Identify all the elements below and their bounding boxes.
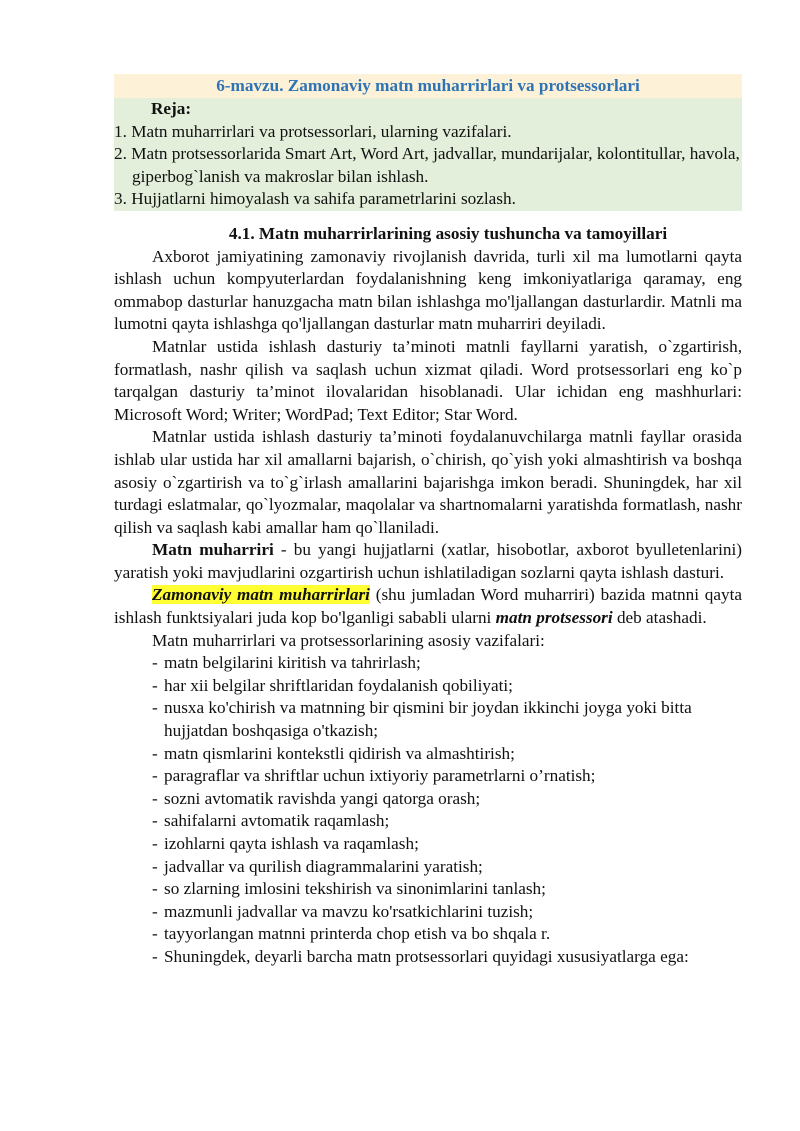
- dash-marker: -: [152, 653, 158, 673]
- dash-marker: -: [152, 946, 158, 966]
- functions-list: [114, 652, 742, 968]
- dash-marker: -: [152, 924, 158, 944]
- list-item: [152, 810, 742, 833]
- paragraph: Matnlar ustida ishlash dasturiy ta’minoti matnli fayllarni yaratish, o`zgartirish, formatlash, nashr qilish va saqlash uchun xizmat qiladi. Word protsessorlari eng ko`p tarqalgan dasturiy ta’minot ilovalaridan hisoblanadi. Ular ichidan eng mashhurlari: Microsoft Word; Writer; WordPad; Text Editor; Star Word.: [114, 336, 742, 424]
- list-item-text: sahifalarni avtomatik raqamlash;: [164, 811, 390, 831]
- term-matn-protsessori: matn protsessori: [495, 608, 613, 628]
- list-item-text: Shuningdek, deyarli barcha matn protsessorlari quyidagi xususiyatlarga ega:: [164, 946, 689, 966]
- term-matn-muharriri: Matn muharriri: [152, 540, 274, 560]
- dash-marker: -: [152, 901, 158, 921]
- list-item-text: jadvallar va qurilish diagrammalarini yaratish;: [164, 856, 483, 876]
- list-item: [152, 901, 742, 924]
- plan-item: 1. Matn muharrirlari va protsessorlari, ularning vazifalari.: [114, 121, 512, 141]
- list-item-text: tayyorlangan matnni printerda chop etish va bo shqala r.: [164, 924, 551, 944]
- list-intro: Matn muharrirlari va protsessorlarining asosiy vazifalari:: [152, 630, 545, 650]
- list-item: [152, 833, 742, 856]
- topic-title: 6-mavzu. Zamonaviy matn muharrirlari va protsessorlari: [114, 74, 742, 98]
- list-item-text: izohlarni qayta ishlash va raqamlash;: [164, 834, 419, 853]
- list-item: [152, 923, 742, 946]
- list-item: [152, 765, 742, 788]
- list-item-text: so zlarning imlosini tekshirish va sinonimlarini tanlash;: [164, 879, 546, 899]
- document-page: [114, 74, 742, 969]
- dash-marker: -: [152, 675, 158, 695]
- list-item-text: sozni avtomatik ravishda yangi qatorga orash;: [164, 788, 481, 808]
- paragraph-text: deb atashadi.: [612, 608, 707, 628]
- highlighted-term: Zamonaviy matn muharrirlari: [152, 585, 370, 605]
- paragraph-text: (shu jumladan Word muharriri) bazida matnni qayta ishlash funktsiyalari juda kop bo'lganligi sababli ularni: [114, 585, 743, 628]
- list-item-text: paragraflar va shriftlar uchun ixtiyoriy parametrlarni o’rnatish;: [164, 766, 596, 786]
- dash-marker: -: [152, 811, 158, 831]
- plan-block: [114, 98, 742, 211]
- dash-marker: -: [152, 834, 158, 853]
- list-item: [152, 697, 742, 742]
- plan-item: 3. Hujjatlarni himoyalash va sahifa parametrlarini sozlash.: [114, 189, 516, 209]
- paragraph: Matnlar ustida ishlash dasturiy ta’minoti foydalanuvchilarga matnli fayllar orasida ishlab ular ustida har xil amallarni bajarish, o`chirish, qo`yish yoki almashtirish va boshqa asosiy o`zgartirish va to`g`irlash amallarini bajarishga imkon beradi. Shuningdek, har xil turdagi eslatmalar, qo`lyozmalar, maqolalar va shartnomalarni yaratishda formatlash, nashr qilish va saqlash kabi amallar ham qo`llaniladi.: [114, 427, 742, 537]
- list-item-text: mazmunli jadvallar va mavzu ko'rsatkichlarini tuzish;: [164, 901, 534, 921]
- dash-marker: -: [152, 788, 158, 808]
- dash-marker: -: [152, 856, 158, 876]
- list-item: [152, 946, 742, 969]
- paragraph-modern-editors: [114, 584, 742, 629]
- dash-marker: -: [152, 698, 158, 718]
- list-item-text: matn qismlarini kontekstli qidirish va almashtirish;: [164, 743, 515, 763]
- list-item: [152, 743, 742, 766]
- dash-marker: -: [152, 743, 158, 763]
- list-item: [152, 652, 742, 675]
- dash-marker: -: [152, 766, 158, 786]
- list-item-text: matn belgilarini kiritish va tahrirlash;: [164, 653, 421, 673]
- list-item: [152, 788, 742, 811]
- list-item: [152, 878, 742, 901]
- dash-marker: -: [152, 879, 158, 899]
- plan-label: Reja:: [151, 99, 192, 118]
- list-item-text: har xii belgilar shriftlaridan foydalanish qobiliyati;: [164, 675, 513, 695]
- list-item: [152, 675, 742, 698]
- paragraph-definition: [114, 539, 742, 584]
- definition-text: - bu yangi hujjatlarni (xatlar, hisobotlar, axborot byulletenlarini) yaratish yoki mavjudlarini ozgartirish uchun ishlatiladigan sozlarni qayta ishlash dasturi.: [114, 540, 742, 582]
- plan-item: 2. Matn protsessorlarida Smart Art, Word Art, jadvallar, mundarijalar, kolontitullar, havola, giperbog`lanish va makroslar bilan ishlash.: [114, 144, 740, 186]
- list-item: [152, 856, 742, 879]
- list-item-text: nusxa ko'chirish va matnning bir qismini bir joydan ikkinchi joyga yoki bitta hujjatdan boshqasiga o'tkazish;: [164, 698, 692, 741]
- section-title: 4.1. Matn muharrirlarining asosiy tushuncha va tamoyillari: [228, 223, 668, 243]
- paragraph: Axborot jamiyatining zamonaviy rivojlanish davrida, turli xil ma lumotlarni qayta ishlash uchun kompyuterlardan foydalanishning keng imkoniyatlariga qaramay, eng ommabop dasturlar hanuzgacha matn bilan ishlashga mo'ljallangan dasturlardir. Matnli ma lumotni qayta ishlashga qo'ljallangan dasturlar matn muharriri deyiladi.: [114, 246, 742, 334]
